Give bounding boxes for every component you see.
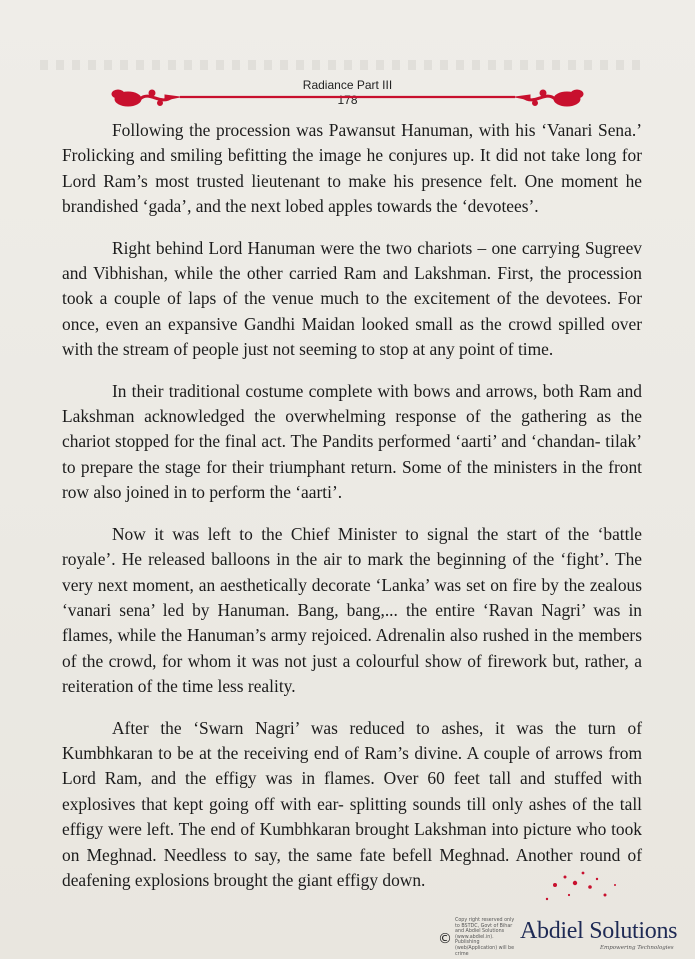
paragraph-1: Following the procession was Pawansut Hanuman, with his ‘Vanari Sena.’ Frolicking and smiling befitting the image he conjures up. It did not take long for Lord Ram’s most trusted lieutenant to make his presence felt. One moment he brandished ‘gada’, and the next lobed apples towards the ‘devotees’. [62, 120, 642, 217]
decorative-sparkle-icon [535, 855, 625, 915]
paragraph-3: In their traditional costume complete with bows and arrows, both Ram and Lakshman acknowledged the overwhelming response of the gathering as the chariot stopped for the final act. The Pandits performed ‘aarti’ and ‘chandan- tilak’ to prepare the stage for their triumphant return. Some of the ministers in the front row also joined in to perform the ‘aarti’. [62, 380, 642, 503]
paragraph-5: After the ‘Swarn Nagri’ was reduced to ashes, it was the turn of Kumbhkaran to be at the receiving end of Ram’s divine. A couple of arrows from Lord Ram, and the effigy was in flames. Over 60 feet tall and stuffed with explosives that kept going off with ear- splitting sounds till only ashes of the tall effigy were left. The end of Kumbhkaran brought Lakshman into picture who took on Meghnad. Needless to say, the same fate befell Meghnad. Another round of deafening explosions brought the giant effigy down. [62, 717, 642, 890]
paragraph-4: Now it was left to the Chief Minister to signal the start of the ‘battle royale’. He released balloons in the air to mark the beginning of the ‘fight’. The very next moment, an aesthetically decorate ‘Lanka’ was set on fire by the zealous ‘vanari sena’ led by Hanuman. Bang, bang,... the entire ‘Ravan Nagri’ was in flames, while the Hanuman’s army rejoiced. Adrenalin also rushed in the members of the crowd, for whom it was not just a colourful show of firework but, rather, a reiteration of the time less reality. [62, 523, 642, 697]
brand-tagline: Empowering Technologies [600, 945, 674, 951]
brand-logo: Abdiel Solutions [520, 918, 678, 944]
book-title: Radiance Part III [302, 78, 393, 92]
bleed-through-mark [40, 60, 640, 70]
copyright-symbol: © [438, 931, 452, 947]
copyright-note: Copy right reserved only to BSTDC, Govt of Bihar and Abdiel Solutions (www.abdiel.in). Publishing (web/Application) will be crime [455, 918, 515, 957]
page-number: 178 [337, 93, 358, 107]
header-ornament-icon [110, 86, 585, 112]
paragraph-2: Right behind Lord Hanuman were the two chariots – one carrying Sugreev and Vibhishan, while the other carried Ram and Lakshman. First, the procession took a couple of laps of the venue much to the excitement of the devotees. For once, even an expansive Gandhi Maidan looked small as the crowd spilled over with the stream of people just not seeming to stop at any point of time. [62, 237, 642, 360]
article-body [62, 118, 642, 909]
